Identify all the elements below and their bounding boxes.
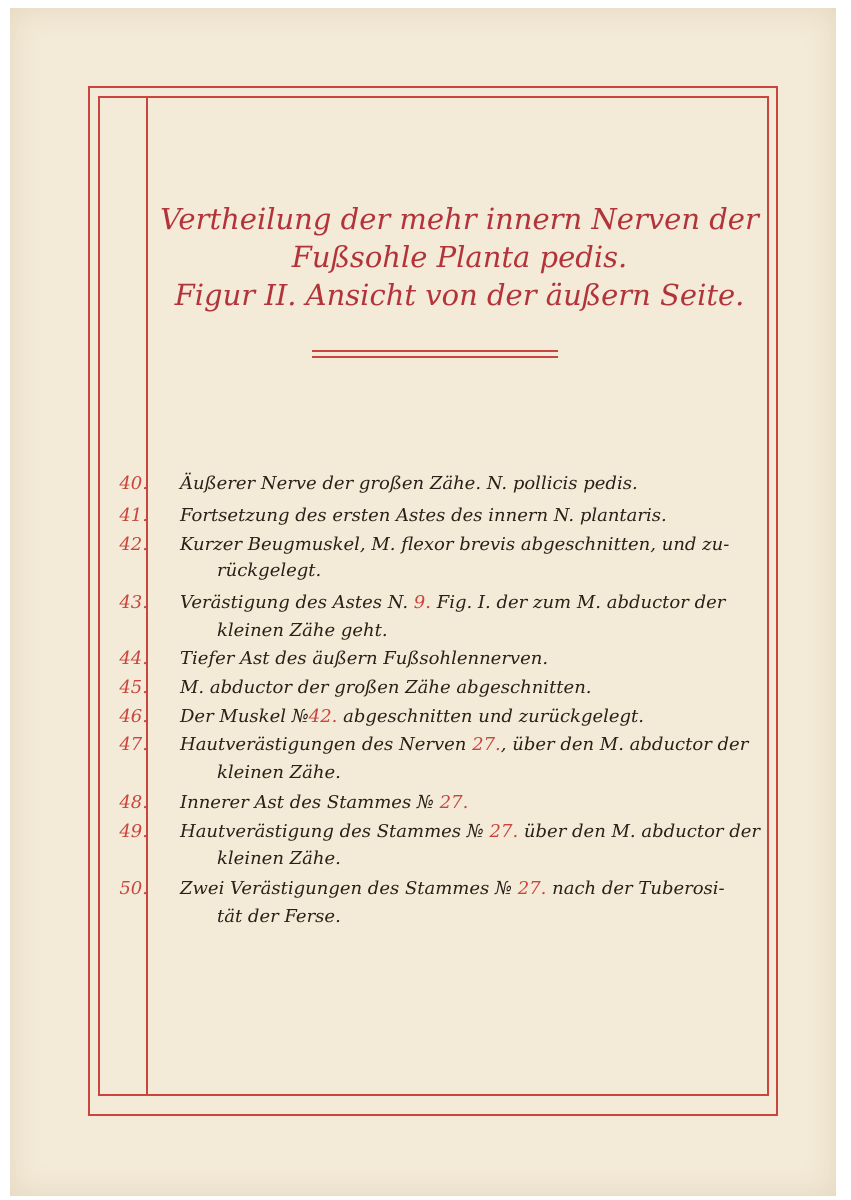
entry-number: 46. <box>119 706 148 727</box>
entry-text-part: Fig. I. der zum M. abductor der <box>436 592 726 613</box>
entry-text-part: nach der Tuberosi- <box>552 878 725 899</box>
entry-text-continued: kleinen Zähe geht. <box>217 620 388 641</box>
entry-number: 48. <box>119 792 148 813</box>
entry-text-continued: kleinen Zähe. <box>217 848 341 869</box>
entry-text: Tiefer Ast des äußern Fußsohlennerven. <box>180 648 549 669</box>
figure-reference: 27. <box>472 734 501 755</box>
entry-text <box>180 589 760 616</box>
entry-text-part: Innerer Ast des Stammes № <box>180 792 434 813</box>
entry-text-continued: rückgelegt. <box>217 560 322 581</box>
title-line-2 <box>150 238 769 276</box>
entry-text-part: über den M. abductor der <box>523 821 761 842</box>
figure-reference: 27. <box>439 792 469 813</box>
entry-text-part: Hautverästigung des Stammes № <box>180 821 484 842</box>
entry-text-part: , über den M. abductor der <box>500 734 749 755</box>
entry-text: M. abductor der großen Zähe abgeschnitten. <box>180 677 592 698</box>
title-line-1: Vertheilung der mehr innern Nerven der <box>160 202 759 236</box>
entry-text-part: Verästigung des Astes N. <box>180 592 409 613</box>
entry-number: 42. <box>119 534 148 555</box>
title-rule-bottom <box>312 356 558 358</box>
title-line-3: Figur II. Ansicht von der äußern Seite. <box>174 278 745 312</box>
entry-text <box>180 875 760 902</box>
entry-text-continued: tät der Ferse. <box>217 906 341 927</box>
page-title <box>150 200 769 314</box>
entry-number: 43. <box>119 592 148 613</box>
entry-text-part: abgeschnitten und zurückgelegt. <box>343 706 645 727</box>
figure-reference: 27. <box>489 821 519 842</box>
entry-text: Kurzer Beugmuskel, M. flexor brevis abgeschnitten, und zu- <box>180 534 730 555</box>
title-line-2b: Planta pedis. <box>436 240 628 274</box>
entry-text <box>180 731 760 758</box>
entry-number: 47. <box>119 734 148 755</box>
entry-text-continued: kleinen Zähe. <box>217 762 341 783</box>
entry-text: Fortsetzung des ersten Astes des innern N. plantaris. <box>180 505 667 526</box>
entry-number: 50. <box>119 878 148 899</box>
entry-text <box>180 703 760 730</box>
entry-text <box>180 789 760 816</box>
figure-reference: 42. <box>308 706 338 727</box>
entry-text-part: Hautverästigungen des Nerven <box>180 734 467 755</box>
entry-text-part: Der Muskel № <box>180 706 309 727</box>
figure-reference: 9. <box>413 592 431 613</box>
entry-number: 45. <box>119 677 148 698</box>
entry-text: Äußerer Nerve der großen Zähe. N. pollicis pedis. <box>180 473 638 494</box>
title-rule-top <box>312 350 558 352</box>
title-line-2a: Fußsohle <box>291 240 428 274</box>
entry-text <box>180 818 760 845</box>
entry-text-part: Zwei Verästigungen des Stammes № <box>180 878 513 899</box>
entry-number: 41. <box>119 505 148 526</box>
entry-number: 40. <box>119 473 148 494</box>
figure-reference: 27. <box>517 878 547 899</box>
entry-number: 44. <box>119 648 148 669</box>
entry-number: 49. <box>119 821 148 842</box>
